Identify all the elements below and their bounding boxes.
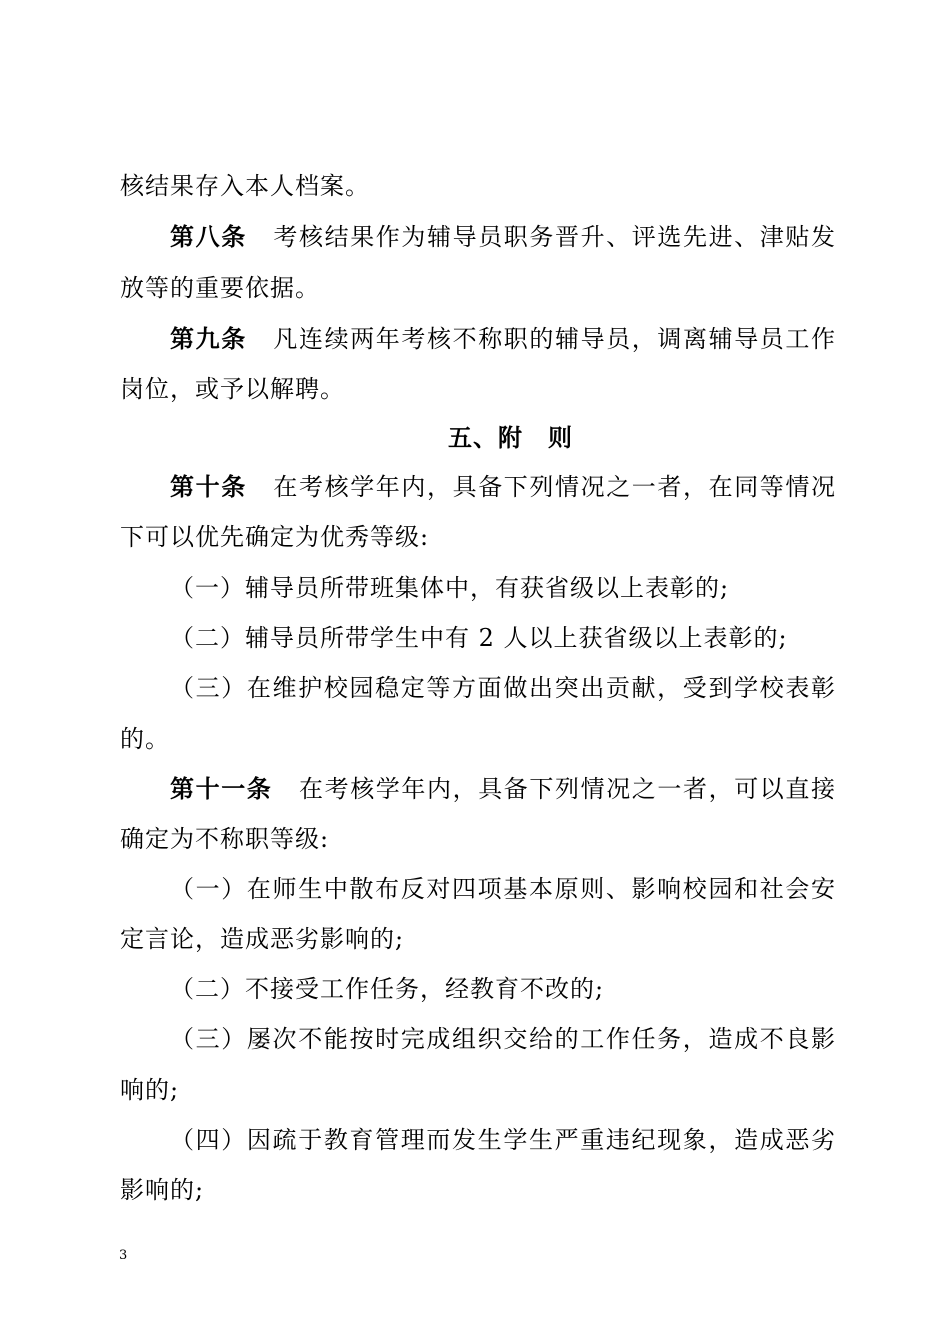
article-8-text-cont: 放等的重要依据。	[120, 274, 320, 302]
list-item: （二）不接受工作任务，经教育不改的;	[170, 975, 605, 1003]
list-item-cont: 定言论，造成恶劣影响的;	[120, 925, 405, 953]
article-11-item-3-line-1	[170, 1024, 836, 1054]
article-8-line-1	[170, 222, 836, 252]
article-10-text: 在考核学年内，具备下列情况之一者，在同等情况	[272, 473, 837, 501]
paragraph-line	[120, 171, 370, 201]
article-10-item-1	[170, 573, 729, 603]
list-item-cont: 影响的;	[120, 1176, 205, 1204]
article-11-line-1	[170, 774, 836, 804]
list-item-cont: 响的;	[120, 1076, 180, 1104]
article-10-line-2	[120, 522, 429, 552]
article-8-line-2	[120, 273, 320, 303]
article-11-label: 第十一条	[170, 775, 273, 803]
article-10-label: 第十条	[170, 473, 247, 501]
article-11-text: 在考核学年内，具备下列情况之一者，可以直接	[298, 775, 837, 803]
article-10-text-cont: 下可以优先确定为优秀等级:	[120, 523, 430, 551]
article-11-item-1-line-2	[120, 924, 404, 954]
article-9-text-cont: 岗位，或予以解聘。	[120, 375, 345, 403]
list-item-cont: 的。	[120, 725, 170, 753]
article-9-line-2	[120, 374, 345, 404]
page-number: 3	[119, 1248, 128, 1263]
list-item: （三）在维护校园稳定等方面做出突出贡献，受到学校表彰	[170, 674, 836, 702]
article-11-item-1-line-1	[170, 874, 836, 904]
article-10-line-1	[170, 472, 836, 502]
article-11-item-3-line-2	[120, 1075, 179, 1105]
article-9-text: 凡连续两年考核不称职的辅导员，调离辅导员工作	[272, 325, 837, 353]
section-heading: 五、附 则	[448, 424, 573, 452]
body-text: 核结果存入本人档案。	[120, 172, 370, 200]
article-11-item-2	[170, 974, 604, 1004]
list-item: （四）因疏于教育管理而发生学生严重违纪现象，造成恶劣	[170, 1126, 836, 1154]
article-10-item-3-line-1	[170, 673, 836, 703]
article-11-item-4-line-2	[120, 1175, 204, 1205]
article-11-item-4-line-1	[170, 1125, 836, 1155]
list-item: （一）在师生中散布反对四项基本原则、影响校园和社会安	[170, 875, 836, 903]
article-9-label: 第九条	[170, 325, 247, 353]
article-8-label: 第八条	[170, 223, 247, 251]
article-10-item-3-line-2	[120, 724, 170, 754]
article-11-text-cont: 确定为不称职等级:	[120, 825, 330, 853]
article-8-text: 考核结果作为辅导员职务晋升、评选先进、津贴发	[272, 223, 837, 251]
article-11-line-2	[120, 824, 329, 854]
article-10-item-2	[170, 623, 788, 653]
article-9-line-1	[170, 324, 836, 354]
list-item: （二）辅导员所带学生中有 2 人以上获省级以上表彰的;	[170, 624, 788, 652]
list-item: （一）辅导员所带班集体中，有获省级以上表彰的;	[170, 574, 730, 602]
list-item: （三）屡次不能按时完成组织交给的工作任务，造成不良影	[170, 1025, 836, 1053]
